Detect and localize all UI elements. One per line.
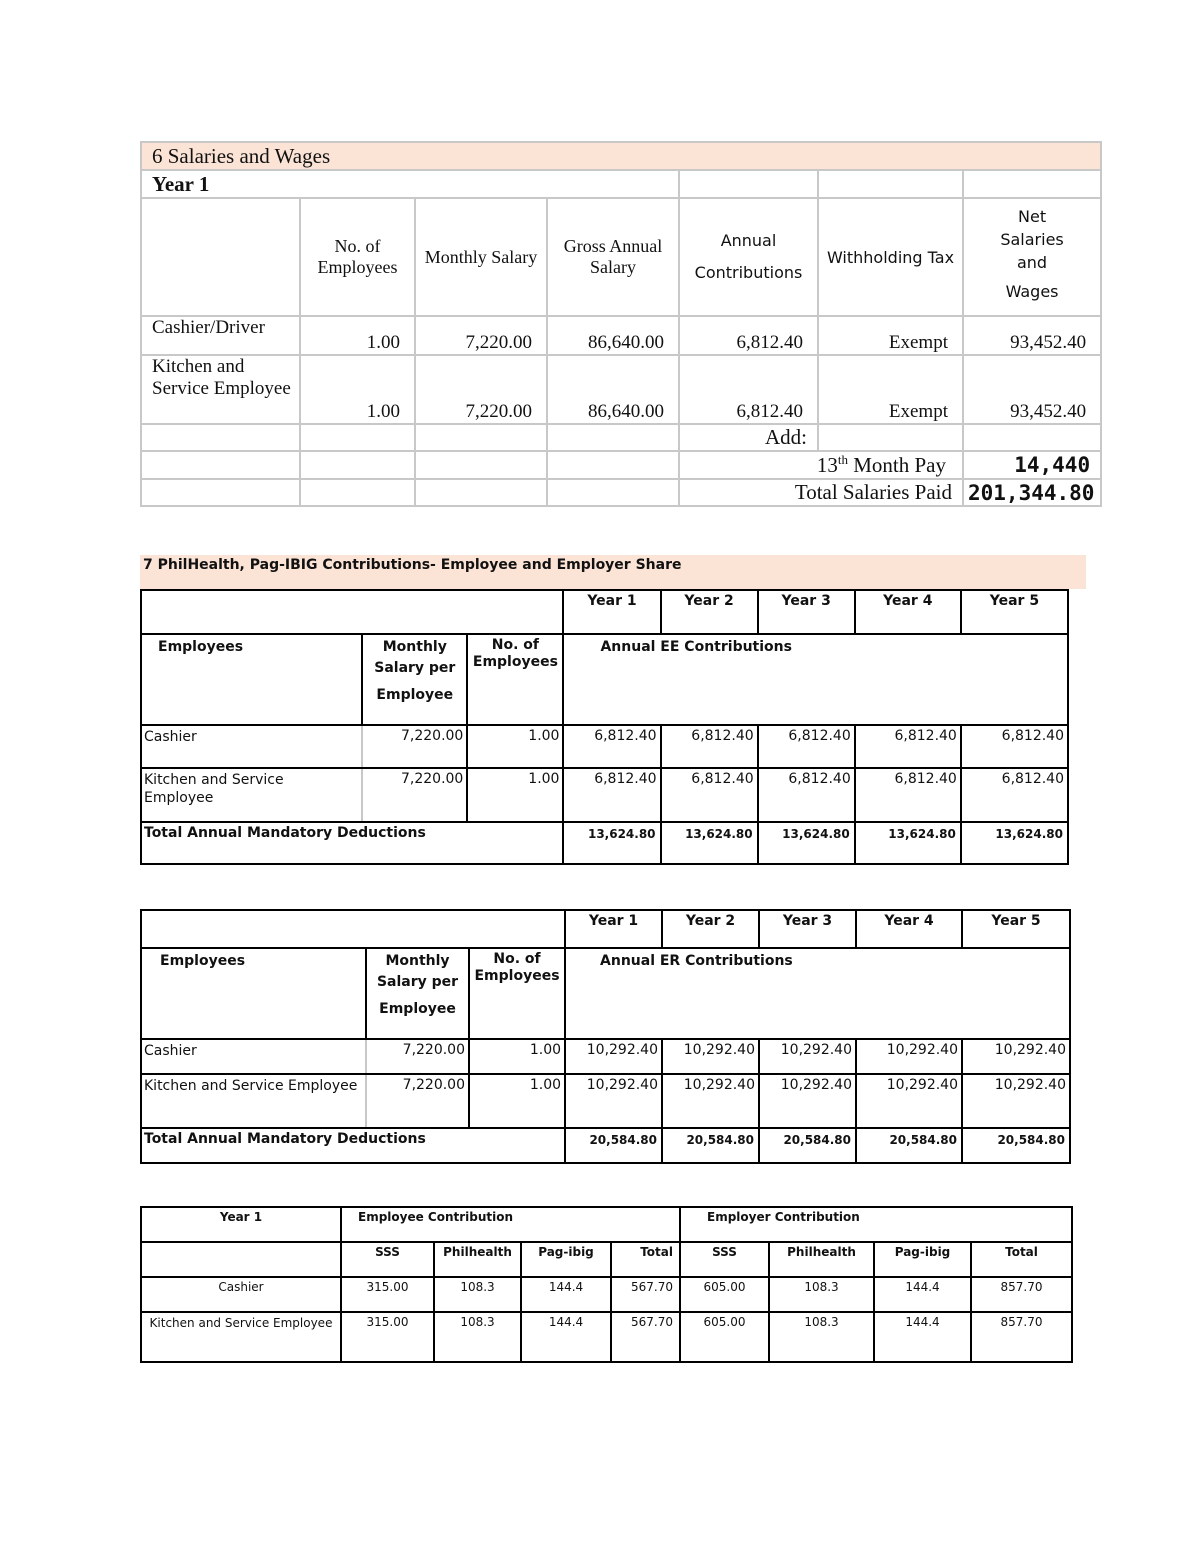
thirteenth-month-label: [679, 451, 963, 479]
cell-employees: 1.00: [300, 355, 415, 424]
cell-gross: 86,640.00: [547, 355, 679, 424]
employees-header: Employees: [141, 634, 362, 725]
cell-monthly: 7,220.00: [366, 1039, 469, 1074]
summary-cell: 605.00: [680, 1277, 769, 1312]
cell-value: 10,292.40: [662, 1074, 759, 1128]
monthly-l1: Monthly: [385, 953, 450, 969]
cell-value: 6,812.40: [563, 768, 660, 822]
summary-cell: 857.70: [971, 1277, 1072, 1312]
thirteenth-num: 13: [816, 453, 838, 477]
summary-cell: 144.4: [874, 1312, 971, 1362]
summary-cell: 144.4: [521, 1312, 611, 1362]
summary-cell: 567.70: [611, 1277, 680, 1312]
monthly-l2: Salary per: [374, 660, 456, 676]
cell-monthly: 7,220.00: [415, 355, 547, 424]
col-philhealth: Philhealth: [769, 1242, 874, 1277]
col-pagibig: Pag-ibig: [521, 1242, 611, 1277]
header-gross-annual: Gross Annual Salary: [547, 198, 679, 316]
cell-value: 10,292.40: [565, 1039, 662, 1074]
no-employees-header: No. of Employees: [469, 948, 565, 1039]
cell-value: 10,292.40: [962, 1039, 1070, 1074]
cell-value: 6,812.40: [855, 725, 961, 768]
col-total: Total: [971, 1242, 1072, 1277]
section-7-title: [140, 555, 1086, 589]
summary-year: Year 1: [141, 1207, 341, 1242]
employee-contribution-header: Employee Contribution: [341, 1207, 680, 1242]
total-value: 20,584.80: [759, 1128, 856, 1163]
cell-value: 6,812.40: [661, 768, 758, 822]
cell-net: 93,452.40: [963, 355, 1101, 424]
summary-cell: 108.3: [434, 1312, 521, 1362]
employees-header: Employees: [141, 948, 366, 1039]
cell-value: 10,292.40: [759, 1074, 856, 1128]
total-value: 13,624.80: [855, 822, 961, 864]
col-sss: SSS: [341, 1242, 434, 1277]
year-header: Year 4: [856, 910, 962, 948]
cell-value: 6,812.40: [855, 768, 961, 822]
cell-contrib: 6,812.40: [679, 316, 818, 355]
salaries-wages-table: [140, 141, 1102, 507]
cell-count: 1.00: [469, 1074, 565, 1128]
thirteenth-rest: Month Pay: [847, 453, 946, 477]
cell-count: 1.00: [467, 725, 563, 768]
row-name: Cashier: [141, 1039, 366, 1074]
cell-value: 10,292.40: [662, 1039, 759, 1074]
header-net-salaries: [963, 198, 1101, 316]
total-value: 13,624.80: [961, 822, 1068, 864]
summary-cell: 857.70: [971, 1312, 1072, 1362]
summary-cell: 144.4: [521, 1277, 611, 1312]
total-value: 20,584.80: [662, 1128, 759, 1163]
year-header: Year 4: [855, 590, 961, 634]
annual-er-header: Annual ER Contributions: [565, 948, 1070, 1039]
cell-monthly: 7,220.00: [366, 1074, 469, 1128]
summary-cell: 108.3: [769, 1277, 874, 1312]
year-header: Year 5: [961, 590, 1068, 634]
monthly-l1: Monthly: [382, 639, 447, 655]
summary-row-name: Cashier: [141, 1277, 341, 1312]
cell-contrib: 6,812.40: [679, 355, 818, 424]
year-header: Year 1: [565, 910, 662, 948]
cell-value: 6,812.40: [563, 725, 660, 768]
total-salaries-value: 201,344.80: [963, 479, 1101, 506]
net-l4: Wages: [1005, 281, 1059, 301]
section-7-title-text: 7 PhilHealth, Pag-IBIG Contributions- Employee and Employer Share: [143, 557, 682, 573]
total-value: 20,584.80: [565, 1128, 662, 1163]
section-6-title: 6 Salaries and Wages: [141, 142, 1101, 170]
cell-value: 10,292.40: [962, 1074, 1070, 1128]
cell-count: 1.00: [469, 1039, 565, 1074]
header-employees: No. of Employees: [300, 198, 415, 316]
total-value: 13,624.80: [563, 822, 660, 864]
cell-value: 10,292.40: [856, 1074, 962, 1128]
cell-value: 6,812.40: [961, 725, 1068, 768]
ee-contributions-table: [140, 589, 1069, 865]
cell-value: 6,812.40: [961, 768, 1068, 822]
contribution-summary-table: [140, 1206, 1073, 1363]
employer-contribution-header: Employer Contribution: [680, 1207, 1072, 1242]
cell-value: 10,292.40: [759, 1039, 856, 1074]
thirteenth-month-value: 14,440: [963, 451, 1101, 479]
total-value: 13,624.80: [661, 822, 758, 864]
no-employees-header: No. of Employees: [467, 634, 563, 725]
row-name: Kitchen and Service Employee: [141, 768, 362, 822]
total-label: Total Annual Mandatory Deductions: [141, 822, 563, 864]
cell-count: 1.00: [467, 768, 563, 822]
cell-value: 6,812.40: [661, 725, 758, 768]
summary-cell: 144.4: [874, 1277, 971, 1312]
summary-row-name: Kitchen and Service Employee: [141, 1312, 341, 1362]
total-value: 20,584.80: [962, 1128, 1070, 1163]
row-name: Cashier: [141, 725, 362, 768]
col-total: Total: [611, 1242, 680, 1277]
col-philhealth: Philhealth: [434, 1242, 521, 1277]
year-header: Year 1: [563, 590, 660, 634]
net-l1: Net: [1018, 206, 1047, 226]
net-l3: and: [1016, 252, 1048, 272]
total-label: Total Annual Mandatory Deductions: [141, 1128, 565, 1163]
cell-tax: Exempt: [818, 355, 963, 424]
monthly-salary-header: [366, 948, 469, 1039]
er-contributions-table: [140, 909, 1071, 1164]
summary-cell: 567.70: [611, 1312, 680, 1362]
col-sss: SSS: [680, 1242, 769, 1277]
year-header: Year 3: [759, 910, 856, 948]
year-label: Year 1: [141, 170, 679, 198]
row-position: Kitchen and Service Employee: [141, 355, 300, 424]
monthly-l2: Salary per: [376, 974, 459, 990]
cell-tax: Exempt: [818, 316, 963, 355]
cell-monthly: 7,220.00: [415, 316, 547, 355]
summary-cell: 315.00: [341, 1312, 434, 1362]
summary-cell: 605.00: [680, 1312, 769, 1362]
header-monthly-salary: Monthly Salary: [415, 198, 547, 316]
total-value: 13,624.80: [758, 822, 855, 864]
cell-employees: 1.00: [300, 316, 415, 355]
row-position: Cashier/Driver: [141, 316, 300, 355]
row-name: Kitchen and Service Employee: [141, 1074, 366, 1128]
cell-value: 10,292.40: [856, 1039, 962, 1074]
header-withholding-tax: Withholding Tax: [818, 198, 963, 316]
col-pagibig: Pag-ibig: [874, 1242, 971, 1277]
cell-monthly: 7,220.00: [362, 725, 467, 768]
header-annual-contributions: Annual Contributions: [679, 198, 818, 316]
monthly-l3: Employee: [379, 1001, 456, 1017]
monthly-salary-header: [362, 634, 467, 725]
year-header: Year 5: [962, 910, 1070, 948]
summary-cell: 315.00: [341, 1277, 434, 1312]
year-header: Year 3: [758, 590, 855, 634]
summary-cell: 108.3: [434, 1277, 521, 1312]
cell-value: 6,812.40: [758, 725, 855, 768]
cell-net: 93,452.40: [963, 316, 1101, 355]
cell-monthly: 7,220.00: [362, 768, 467, 822]
cell-gross: 86,640.00: [547, 316, 679, 355]
cell-value: 10,292.40: [565, 1074, 662, 1128]
year-header: Year 2: [662, 910, 759, 948]
net-l2: Salaries: [1000, 229, 1064, 249]
cell-value: 6,812.40: [758, 768, 855, 822]
add-label: Add:: [679, 424, 818, 451]
annual-ee-header: Annual EE Contributions: [563, 634, 1068, 725]
thirteenth-sup: th: [837, 452, 848, 467]
total-salaries-label: Total Salaries Paid: [679, 479, 963, 506]
total-value: 20,584.80: [856, 1128, 962, 1163]
year-header: Year 2: [661, 590, 758, 634]
summary-cell: 108.3: [769, 1312, 874, 1362]
monthly-l3: Employee: [376, 687, 454, 703]
